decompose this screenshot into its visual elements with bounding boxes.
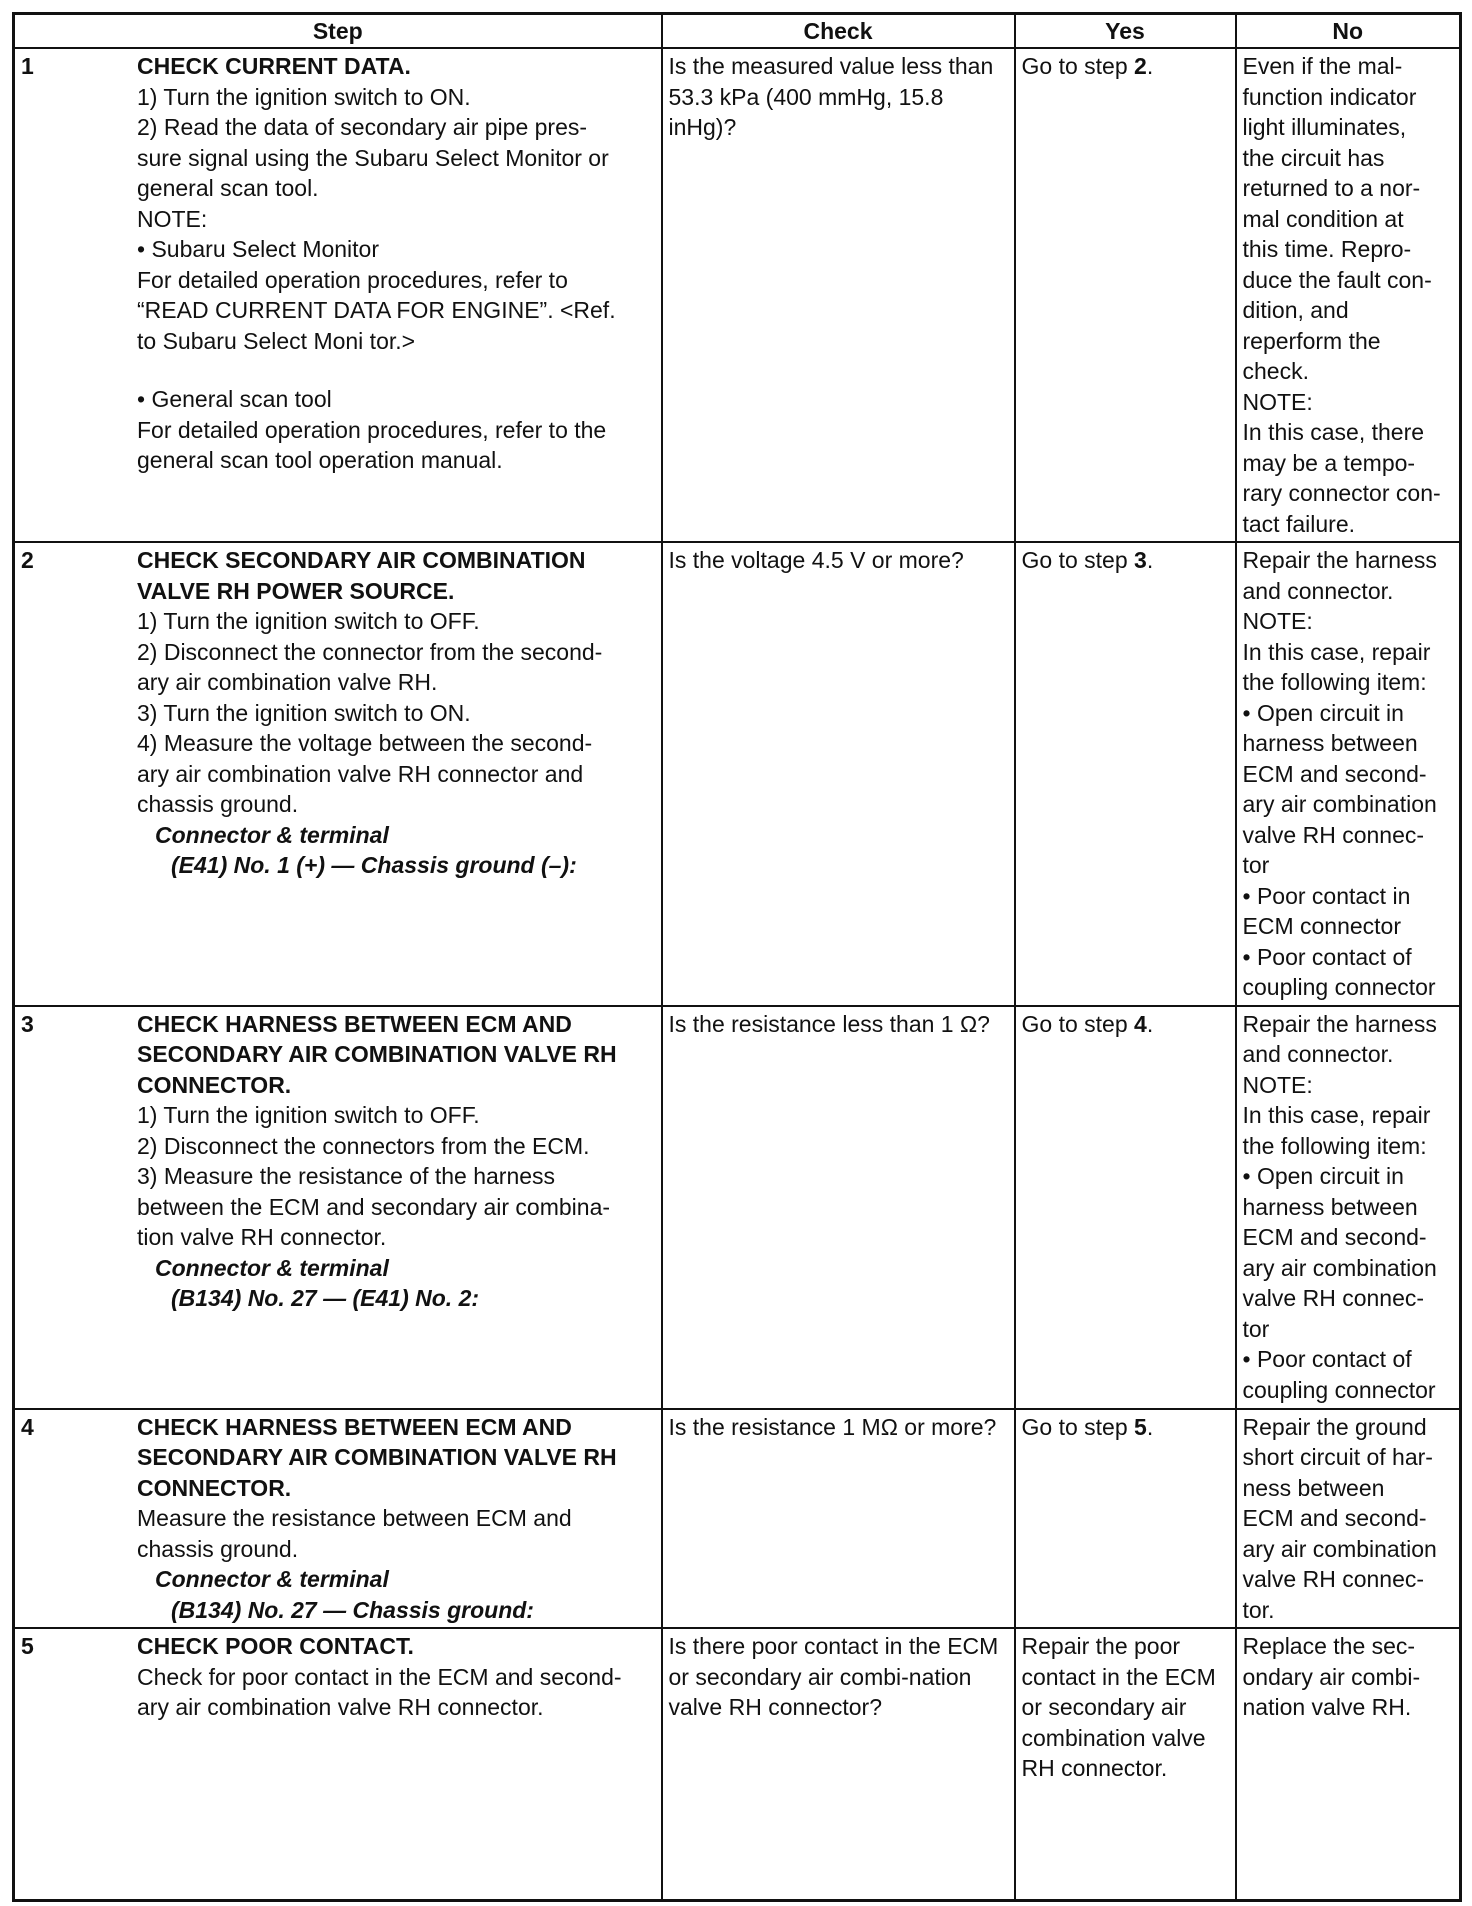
check-cell: Is the measured value less than 53.3 kPa (400 mmHg, 15.8 inHg)? — [662, 48, 1015, 542]
yes-prefix: Go to step — [1021, 547, 1135, 573]
step-line: chassis ground. — [137, 791, 299, 817]
step-line: tion valve RH connector. — [137, 1224, 387, 1250]
diagnostic-table — [12, 12, 1462, 1902]
no-line: NOTE: — [1242, 1071, 1313, 1098]
yes-step-link: 4 — [1134, 1010, 1147, 1037]
step-line: For detailed operation procedures, refer to the — [137, 416, 607, 443]
no-line: ECM connector — [1242, 913, 1402, 939]
no-line: valve RH connec- — [1242, 821, 1425, 848]
no-line: the following item: — [1242, 1132, 1427, 1159]
connector-terminal-value: (E41) No. 1 (+) — Chassis ground (–): — [171, 852, 577, 878]
no-line: ECM and second- — [1242, 760, 1427, 787]
no-line: nation valve RH. — [1242, 1694, 1412, 1720]
step-line: 1) Turn the ignition switch to OFF. — [137, 608, 480, 634]
no-line: ary air combination — [1242, 1254, 1437, 1281]
step-title: CHECK POOR CONTACT. — [137, 1633, 414, 1659]
yes-suffix: . — [1146, 53, 1154, 79]
no-cell — [1236, 1409, 1461, 1629]
yes-step-link: 5 — [1134, 1413, 1147, 1440]
table-row — [14, 1006, 1461, 1409]
check-cell: Is there poor contact in the ECM or secondary air combi-nation valve RH connector? — [662, 1628, 1015, 1900]
no-line: In this case, there — [1242, 419, 1425, 445]
step-number: 5 — [21, 1633, 34, 1659]
no-line: coupling connector — [1242, 974, 1436, 1000]
no-line: the following item: — [1242, 669, 1427, 695]
step-note-label: NOTE: — [137, 205, 208, 232]
no-line: and connector. — [1242, 577, 1394, 604]
step-number: 4 — [21, 1413, 34, 1440]
yes-suffix: . — [1146, 1010, 1154, 1037]
no-line: harness between — [1242, 730, 1418, 756]
header-row — [14, 14, 1461, 49]
yes-cell — [1015, 542, 1236, 1006]
no-line: In this case, repair — [1242, 1102, 1431, 1128]
step-cell — [14, 1409, 662, 1629]
no-cell — [1236, 1006, 1461, 1409]
no-line: tact failure. — [1242, 510, 1355, 537]
header-yes: Yes — [1015, 14, 1236, 49]
no-line: valve RH connec- — [1242, 1285, 1425, 1311]
step-line: to Subaru Select Moni tor.> — [137, 327, 416, 354]
no-line: function indicator — [1242, 83, 1417, 110]
step-line: 1) Turn the ignition switch to ON. — [137, 83, 471, 110]
no-line: duce the fault con- — [1242, 266, 1432, 293]
no-line: light illuminates, — [1242, 114, 1407, 140]
no-line: the circuit has — [1242, 144, 1385, 171]
step-line: 2) Disconnect the connectors from the ECM. — [137, 1132, 590, 1159]
no-line: tor — [1242, 1315, 1270, 1342]
step-line: Check for poor contact in the ECM and second- — [137, 1663, 622, 1690]
no-line: this time. Repro- — [1242, 236, 1412, 262]
step-number: 3 — [21, 1010, 34, 1037]
no-line: valve RH connec- — [1242, 1566, 1425, 1592]
yes-prefix: Go to step — [1021, 1010, 1135, 1037]
step-line: For detailed operation procedures, refer to — [137, 266, 568, 293]
no-line: Even if the mal- — [1242, 53, 1403, 79]
step-line: 2) Disconnect the connector from the second- — [137, 638, 603, 665]
no-line: ECM and second- — [1242, 1224, 1427, 1250]
step-title: CHECK HARNESS BETWEEN ECM AND SECONDARY AIR COMBINATION VALVE RH CONNECTOR. — [137, 1010, 617, 1098]
connector-terminal-label: Connector & terminal — [155, 1566, 389, 1592]
no-line: In this case, repair — [1242, 638, 1431, 665]
header-check: Check — [662, 14, 1015, 49]
step-line: sure signal using the Subaru Select Monitor or — [137, 144, 609, 171]
no-cell — [1236, 542, 1461, 1006]
no-line: reperform the — [1242, 327, 1381, 354]
no-line: ondary air combi- — [1242, 1663, 1421, 1690]
step-title: CHECK SECONDARY AIR COMBINATION VALVE RH POWER SOURCE. — [137, 547, 586, 604]
step-line: Measure the resistance between ECM and — [137, 1505, 572, 1531]
no-line: • Poor contact of — [1242, 1346, 1412, 1372]
step-line: 3) Measure the resistance of the harness — [137, 1163, 556, 1189]
connector-terminal-label: Connector & terminal — [155, 1254, 389, 1281]
step-title: CHECK CURRENT DATA. — [137, 53, 411, 79]
no-line: • Poor contact of — [1242, 943, 1412, 970]
no-line: Repair the harness — [1242, 1010, 1437, 1037]
step-cell — [14, 542, 662, 1006]
no-cell — [1236, 1628, 1461, 1900]
yes-step-link: 3 — [1134, 547, 1147, 573]
step-line: ary air combination valve RH connector. — [137, 1694, 544, 1720]
yes-suffix: . — [1146, 547, 1154, 573]
yes-cell: Repair the poor contact in the ECM or secondary air combination valve RH connector. — [1015, 1628, 1236, 1900]
step-line: “READ CURRENT DATA FOR ENGINE”. <Ref. — [137, 297, 616, 323]
no-line: harness between — [1242, 1193, 1418, 1220]
yes-step-link: 2 — [1134, 53, 1147, 79]
no-line: and connector. — [1242, 1041, 1394, 1067]
no-line: coupling connector — [1242, 1376, 1436, 1403]
no-line: returned to a nor- — [1242, 175, 1421, 201]
yes-cell — [1015, 1409, 1236, 1629]
step-blank-line — [137, 356, 655, 384]
no-line: Repair the ground — [1242, 1413, 1427, 1440]
yes-suffix: . — [1146, 1413, 1154, 1440]
no-line: may be a tempo- — [1242, 449, 1416, 476]
no-line: short circuit of har- — [1242, 1444, 1433, 1470]
no-line: ECM and second- — [1242, 1505, 1427, 1531]
step-line: 2) Read the data of secondary air pipe pres- — [137, 114, 588, 140]
table-row — [14, 1628, 1461, 1900]
step-line: 3) Turn the ignition switch to ON. — [137, 699, 471, 726]
step-number: 2 — [21, 547, 34, 573]
step-line: • General scan tool — [137, 386, 332, 412]
connector-terminal-value: (B134) No. 27 — Chassis ground: — [171, 1596, 534, 1623]
no-line: • Open circuit in — [1242, 699, 1404, 726]
no-line: ary air combination — [1242, 1535, 1437, 1562]
no-line: tor — [1242, 852, 1270, 878]
table-row — [14, 1409, 1461, 1629]
yes-prefix: Go to step — [1021, 1413, 1135, 1440]
no-line: ness between — [1242, 1474, 1385, 1501]
step-line: 1) Turn the ignition switch to OFF. — [137, 1102, 480, 1128]
header-no: No — [1236, 14, 1461, 49]
step-cell — [14, 1006, 662, 1409]
no-line: mal condition at — [1242, 205, 1404, 232]
no-line: Replace the sec- — [1242, 1633, 1416, 1659]
step-line: chassis ground. — [137, 1535, 299, 1562]
yes-cell — [1015, 1006, 1236, 1409]
header-step: Step — [14, 14, 662, 49]
table-row — [14, 542, 1461, 1006]
step-line: 4) Measure the voltage between the second- — [137, 730, 593, 756]
no-line: NOTE: — [1242, 388, 1313, 415]
no-cell — [1236, 48, 1461, 542]
table-row — [14, 48, 1461, 542]
yes-cell — [1015, 48, 1236, 542]
no-line: • Open circuit in — [1242, 1163, 1404, 1189]
check-cell: Is the voltage 4.5 V or more? — [662, 542, 1015, 1006]
step-line: between the ECM and secondary air combina- — [137, 1193, 611, 1220]
no-line: Repair the harness — [1242, 547, 1437, 573]
connector-terminal-label: Connector & terminal — [155, 821, 389, 848]
step-line: general scan tool operation manual. — [137, 447, 503, 473]
step-line: ary air combination valve RH. — [137, 669, 438, 695]
step-line: • Subaru Select Monitor — [137, 236, 380, 262]
step-cell — [14, 1628, 662, 1900]
check-cell: Is the resistance less than 1 Ω? — [662, 1006, 1015, 1409]
no-line: rary connector con- — [1242, 480, 1441, 506]
step-line: general scan tool. — [137, 175, 319, 201]
step-number: 1 — [21, 53, 34, 79]
no-line: check. — [1242, 358, 1309, 384]
no-line: ary air combination — [1242, 791, 1437, 817]
no-line: tor. — [1242, 1596, 1275, 1623]
no-line: NOTE: — [1242, 608, 1313, 634]
yes-prefix: Go to step — [1021, 53, 1135, 79]
no-line: • Poor contact in — [1242, 882, 1411, 909]
check-cell: Is the resistance 1 MΩ or more? — [662, 1409, 1015, 1629]
step-title: CHECK HARNESS BETWEEN ECM AND SECONDARY AIR COMBINATION VALVE RH CONNECTOR. — [137, 1413, 617, 1501]
step-cell — [14, 48, 662, 542]
step-line: ary air combination valve RH connector and — [137, 760, 584, 787]
connector-terminal-value: (B134) No. 27 — (E41) No. 2: — [171, 1285, 480, 1311]
no-line: dition, and — [1242, 297, 1349, 323]
